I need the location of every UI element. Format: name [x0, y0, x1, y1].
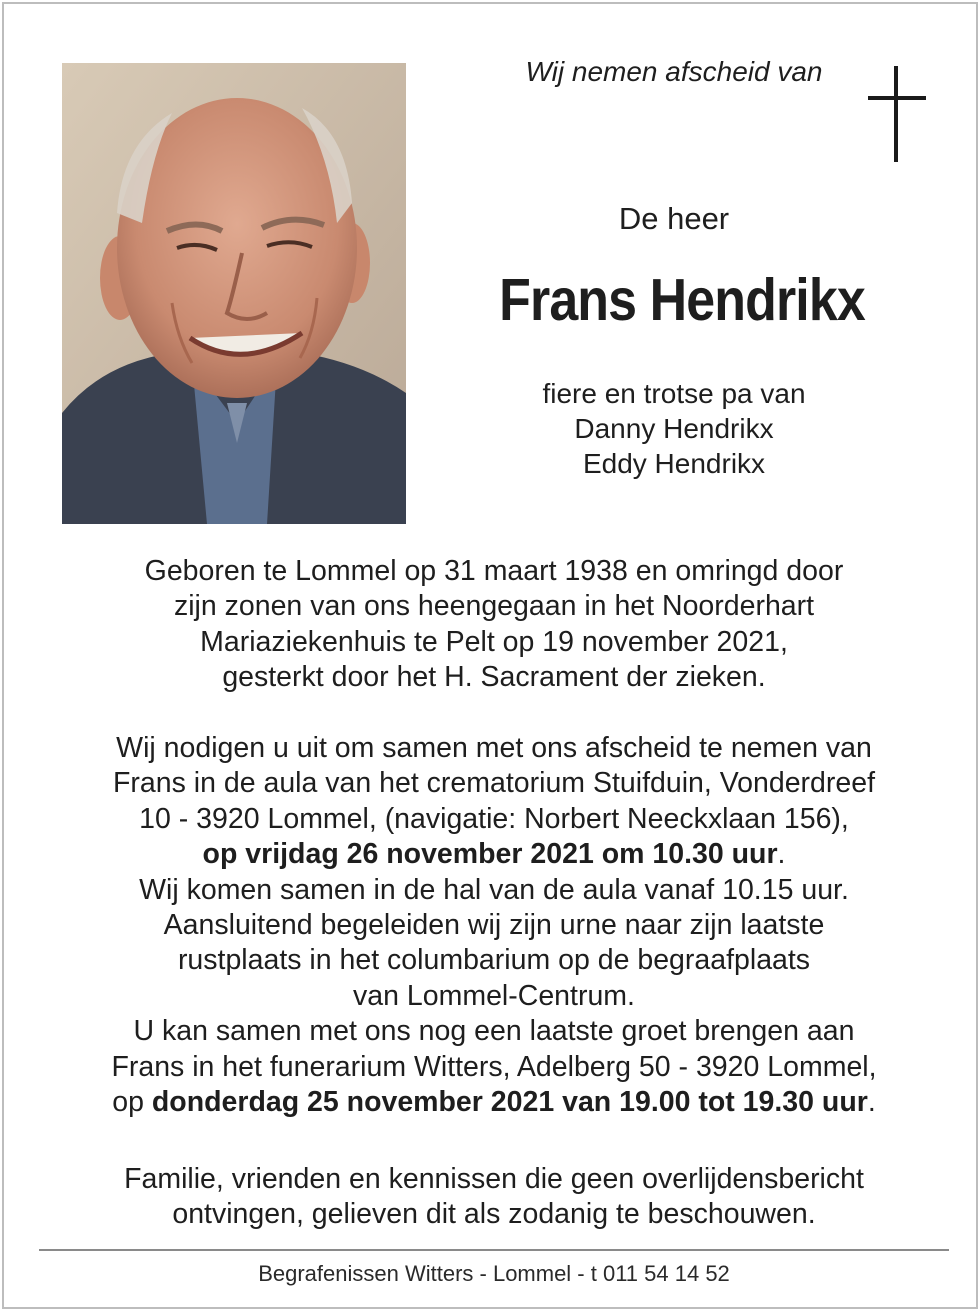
paragraph-line: 10 - 3920 Lommel, (navigatie: Norbert Neeckxlaan 156),: [139, 802, 849, 835]
paragraph-line: rustplaats in het columbarium op de begraafplaats: [177, 944, 811, 977]
punctuation: .: [777, 838, 786, 871]
visitation-date: donderdag 25 november 2021 van 19.00 tot 19.30 uur: [151, 1086, 868, 1119]
ceremony-date: op vrijdag 26 november 2021 om 10.30 uur: [202, 838, 778, 871]
ceremony-date-line: [34, 837, 954, 872]
honorific-title: De heer: [618, 201, 730, 236]
birth-paragraph: [34, 554, 954, 696]
death-notice-card: [2, 2, 978, 1309]
intro-line: Wij nemen afscheid van: [525, 56, 823, 87]
funeral-home-footer: Begrafenissen Witters - Lommel - t 011 54 14 52: [258, 1261, 730, 1286]
paragraph-line: Mariaziekenhuis te Pelt op 19 november 2021,: [200, 625, 788, 658]
relations-block: [444, 376, 904, 481]
paragraph-line: Frans in de aula van het crematorium Stuifduin, Vonderdreef: [112, 767, 875, 800]
relations-line: fiere en trotse pa van: [542, 378, 806, 409]
paragraph-line: Familie, vrienden en kennissen die geen overlijdensbericht: [124, 1163, 864, 1195]
paragraph-line: Wij nodigen u uit om samen met ons afscheid te nemen van: [116, 732, 872, 764]
paragraph-line: Frans in het funerarium Witters, Adelberg 50 - 3920 Lommel,: [111, 1050, 877, 1083]
paragraph-line: van Lommel-Centrum.: [353, 979, 635, 1012]
visitation-date-line: [34, 1085, 954, 1120]
punctuation: .: [867, 1086, 876, 1119]
visit-prefix: op: [112, 1086, 152, 1119]
latin-cross-icon: [868, 66, 926, 162]
paragraph-line: Aansluitend begeleiden wij zijn urne naar zijn laatste: [163, 909, 825, 942]
portrait-photo: [62, 63, 406, 524]
paragraph-line: U kan samen met ons nog een laatste groet brengen aan: [133, 1015, 855, 1048]
paragraph-line: zijn zonen van ons heengegaan in het Noorderhart: [173, 590, 815, 623]
paragraph-line: Wij komen samen in de hal van de aula vanaf 10.15 uur.: [139, 873, 849, 906]
relations-line: Eddy Hendrikx: [582, 448, 766, 479]
paragraph-line: gesterkt door het H. Sacrament der zieken.: [222, 661, 766, 694]
closing-paragraph: [34, 1162, 954, 1233]
footer-divider: [39, 1249, 949, 1251]
relations-line: Danny Hendrikx: [574, 413, 774, 444]
paragraph-line: ontvingen, gelieven dit als zodanig te beschouwen.: [172, 1198, 816, 1231]
portrait-illustration: [62, 63, 406, 524]
paragraph-line: Geboren te Lommel op 31 maart 1938 en omringd door: [144, 555, 844, 587]
deceased-name: Frans Hendrikx: [499, 267, 865, 333]
ceremony-paragraph: [34, 731, 954, 1120]
